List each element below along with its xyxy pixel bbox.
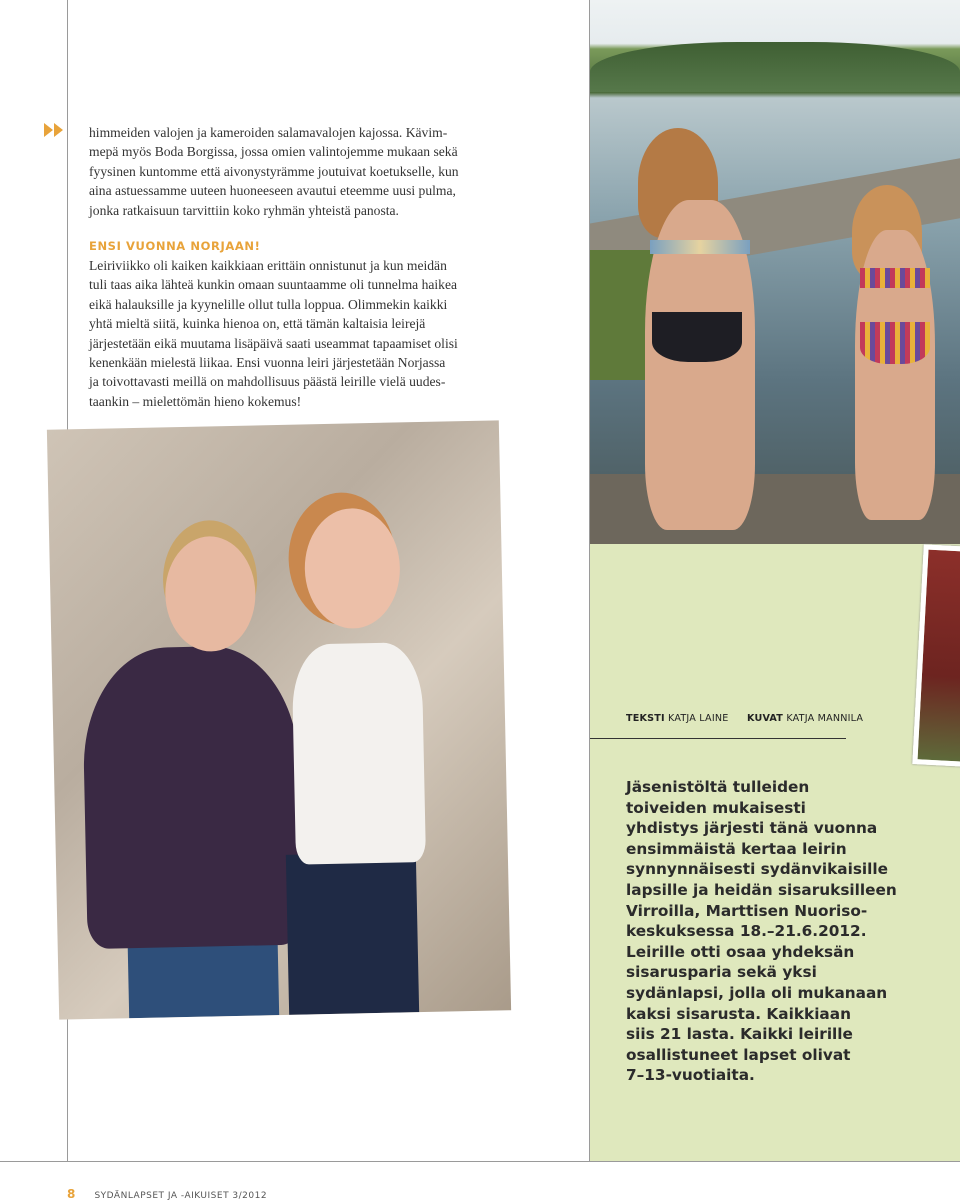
magazine-title: SYDÄNLAPSET JA -AIKUISET 3/2012 <box>94 1191 268 1201</box>
text-credit-author: KATJA LAINE <box>668 713 729 724</box>
girl-right-top <box>860 268 930 288</box>
photo-credit-label: KUVAT <box>747 713 784 724</box>
continuation-arrow-icon <box>44 123 64 137</box>
lead-paragraph: Jäsenistöltä tulleiden toiveiden mukaisesti yhdistys järjesti tänä vuonna ensimmäistä kertaa leirin synnynnäisesti sydänvikaisille lapsille ja heidän sisaruksilleen Virroilla, Marttisen Nuoriso- keskuksessa 18.–21.6.2012. Leirille otti osaa yhdeksän sisarusparia sekä yksi sydänlapsi, jolla oli mukanaan kaksi sisarusta. Kaikkiaan siis 21 lasta. Kaikki leirille osallistuneet lapset olivat 7–13-vuotiaita. <box>626 778 897 1085</box>
bottom-rule <box>0 1161 960 1162</box>
girl-left-top <box>650 240 750 254</box>
person-left-face <box>164 535 256 652</box>
person-right-face <box>304 507 401 629</box>
girl-left-bottom <box>652 312 742 362</box>
page-number: 8 <box>67 1187 76 1201</box>
portrait-photo <box>47 420 511 1019</box>
person-right-top <box>291 642 426 865</box>
person-right-jeans <box>286 852 419 1015</box>
intro-text: himmeiden valojen ja kameroiden salamavalojen kajossa. Kävim- mepä myös Boda Borgissa, jossa omien valintojemme mukaan sekä fyysinen kuntomme että aivonystyrämme joutuivat koetukselle, kun aina astuessamme uuteen huoneeseen avautui eteemme uusi pulma, jonka ratkaisuun tarvittiin koko ryhmän yhteistä panosta. <box>89 125 459 218</box>
section-text: Leiriviikko oli kaiken kaikkiaan erittäin onnistunut ja kun meidän tuli taas aika lähteä kunkin omaan suuntaamme oli tunnelma haikea eikä halauksille ja kyynelille ollut tulla loppua. Olimmekin kaikki yhtä mieltä siitä, kuinka hienoa on, että tämän kaltaisia leirejä järjestetään eikä muutama lisäpäivä saati useammat tapaamiset olisi kenenkään mielestä liikaa. Ensi vuonna leiri järjestetään Norjassa ja toivottavasti meillä on mahdollisuus päästä leirille vielä uudes- taankin – mielettömän hieno kokemus! <box>89 258 458 409</box>
page-footer <box>67 1183 267 1202</box>
lake-photo <box>590 0 960 544</box>
text-credit-label: TEKSTI <box>626 713 665 724</box>
treeline <box>590 42 960 92</box>
article-section <box>89 238 509 411</box>
photo-credit-author: KATJA MANNILA <box>786 713 864 724</box>
girl-right-bottom <box>860 322 930 364</box>
section-subheading: ENSI VUONNA NORJAAN! <box>89 239 261 253</box>
credits-rule <box>590 738 846 739</box>
intro-paragraph <box>89 123 509 220</box>
person-left-shirt <box>81 645 302 949</box>
credits-line <box>626 713 863 724</box>
